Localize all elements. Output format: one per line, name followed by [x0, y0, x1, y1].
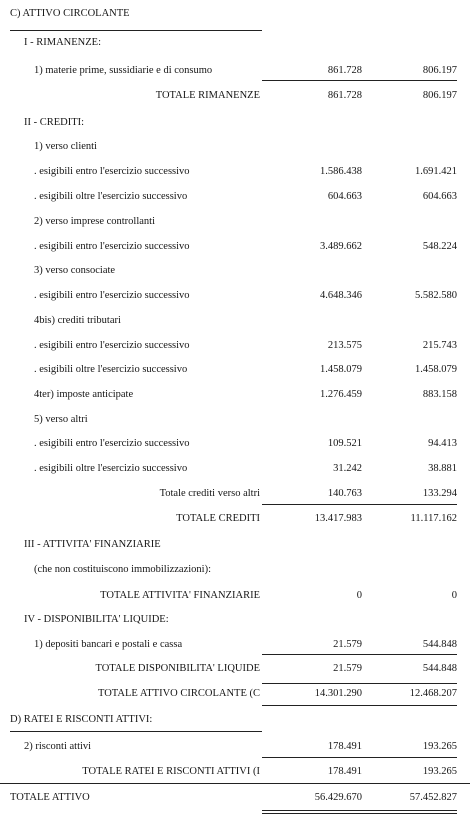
value-current-year: 178.491: [327, 766, 362, 777]
row-label: . esigibili entro l'esercizio successivo: [34, 166, 190, 177]
row-label: IV - DISPONIBILITA' LIQUIDE:: [24, 614, 169, 625]
value-prior-year: 12.468.207: [409, 688, 457, 699]
value-prior-year: 883.158: [422, 389, 457, 400]
subsection-header: [0, 37, 470, 53]
value-current-year: 3.489.662: [320, 241, 362, 252]
row-label: C) ATTIVO CIRCOLANTE: [10, 8, 130, 19]
value-current-year: 140.763: [327, 488, 362, 499]
line-item: [0, 438, 470, 454]
line-item: [0, 340, 470, 356]
row-label: 1) verso clienti: [34, 141, 97, 152]
value-prior-year: 193.265: [422, 741, 457, 752]
line-item: [0, 290, 470, 306]
row-label: . esigibili oltre l'esercizio successivo: [34, 364, 188, 375]
sum-rule: [357, 504, 457, 505]
row-label: III - ATTIVITA' FINANZIARIE: [24, 539, 161, 550]
row-label: . esigibili oltre l'esercizio successivo: [34, 191, 188, 202]
row-label: 5) verso altri: [34, 414, 88, 425]
value-prior-year: 806.197: [422, 90, 457, 101]
separator-rule: [0, 783, 470, 784]
value-prior-year: 604.663: [422, 191, 457, 202]
sum-rule: [357, 654, 457, 655]
sum-rule: [262, 683, 362, 684]
value-current-year: 861.728: [327, 90, 362, 101]
group-header: [0, 315, 470, 331]
row-label: I - RIMANENZE:: [24, 37, 101, 48]
row-label: TOTALE ATTIVITA' FINANZIARIE: [100, 590, 260, 601]
value-current-year: 1.458.079: [320, 364, 362, 375]
double-rule-lower: [262, 813, 362, 814]
value-prior-year: 11.117.162: [410, 513, 457, 524]
sum-rule: [262, 757, 362, 758]
group-header: [0, 265, 470, 281]
row-label: 2) risconti attivi: [24, 741, 92, 752]
sum-rule: [262, 504, 362, 505]
group-header: [0, 216, 470, 232]
line-item: [0, 364, 470, 380]
value-current-year: 21.579: [333, 639, 362, 650]
row-label: 4bis) crediti tributari: [34, 315, 121, 326]
row-label: TOTALE CREDITI: [176, 513, 260, 524]
subsection-header: [0, 614, 470, 630]
group-header: [0, 414, 470, 430]
value-prior-year: 548.224: [422, 241, 457, 252]
value-prior-year: 806.197: [422, 65, 457, 76]
row-label: . esigibili oltre l'esercizio successivo: [34, 463, 188, 474]
row-label: D) RATEI E RISCONTI ATTIVI:: [10, 714, 153, 725]
row-label: Totale crediti verso altri: [159, 488, 260, 499]
value-current-year: 56.429.670: [314, 792, 362, 803]
row-label: . esigibili entro l'esercizio successivo: [34, 340, 190, 351]
line-item: [0, 389, 470, 405]
group-header: [0, 141, 470, 157]
line-item: [0, 241, 470, 257]
value-prior-year: 38.881: [428, 463, 457, 474]
subsection-header: [0, 117, 470, 133]
row-label: TOTALE ATTIVO: [10, 792, 90, 803]
value-prior-year: 57.452.827: [409, 792, 457, 803]
value-prior-year: 5.582.580: [415, 290, 457, 301]
row-label: 4ter) imposte anticipate: [34, 389, 134, 400]
row-label: II - CREDITI:: [24, 117, 85, 128]
line-item: [0, 65, 470, 81]
value-current-year: 21.579: [333, 663, 362, 674]
section-header: [0, 8, 470, 24]
double-rule-lower: [357, 813, 457, 814]
row-label: (che non costituiscono immobilizzazioni):: [34, 564, 211, 575]
sum-rule: [357, 80, 457, 81]
value-current-year: 0: [356, 590, 362, 601]
line-item: [0, 166, 470, 182]
row-label: 1) depositi bancari e postali e cassa: [34, 639, 183, 650]
row-label: TOTALE DISPONIBILITA' LIQUIDE: [95, 663, 260, 674]
row-label: TOTALE RIMANENZE: [155, 90, 260, 101]
row-label: . esigibili entro l'esercizio successivo: [34, 241, 190, 252]
value-prior-year: 544.848: [422, 639, 457, 650]
value-current-year: 13.417.983: [314, 513, 362, 524]
total-row: [0, 688, 470, 704]
value-current-year: 14.301.290: [314, 688, 362, 699]
sum-rule: [262, 705, 362, 706]
total-row: [0, 513, 470, 529]
value-current-year: 31.242: [333, 463, 362, 474]
sum-rule: [357, 757, 457, 758]
sum-rule: [262, 80, 362, 81]
value-current-year: 861.728: [327, 65, 362, 76]
group-header: [0, 564, 470, 580]
value-prior-year: 0: [451, 590, 457, 601]
section-rule: [10, 731, 262, 732]
value-prior-year: 133.294: [422, 488, 457, 499]
value-current-year: 109.521: [327, 438, 362, 449]
row-label: 2) verso imprese controllanti: [34, 216, 156, 227]
line-item: [0, 191, 470, 207]
row-label: . esigibili entro l'esercizio successivo: [34, 438, 190, 449]
value-prior-year: 193.265: [422, 766, 457, 777]
value-prior-year: 94.413: [428, 438, 457, 449]
row-label: . esigibili entro l'esercizio successivo: [34, 290, 190, 301]
line-item: [0, 741, 470, 757]
value-current-year: 4.648.346: [320, 290, 362, 301]
line-item: [0, 639, 470, 655]
value-prior-year: 544.848: [422, 663, 457, 674]
double-rule-upper: [357, 810, 457, 811]
sum-rule: [357, 705, 457, 706]
double-rule-upper: [262, 810, 362, 811]
row-label: TOTALE ATTIVO CIRCOLANTE (C: [98, 688, 260, 699]
total-row: [0, 590, 470, 606]
value-prior-year: 1.458.079: [415, 364, 457, 375]
row-label: 3) verso consociate: [34, 265, 116, 276]
subsection-header: [0, 539, 470, 555]
section-rule: [10, 30, 262, 31]
line-item: [0, 463, 470, 479]
value-prior-year: 1.691.421: [415, 166, 457, 177]
subtotal-row: [0, 488, 470, 504]
grand-total-row: [0, 792, 470, 808]
row-label: TOTALE RATEI E RISCONTI ATTIVI (I: [82, 766, 260, 777]
value-current-year: 213.575: [327, 340, 362, 351]
value-current-year: 604.663: [327, 191, 362, 202]
value-current-year: 178.491: [327, 741, 362, 752]
value-current-year: 1.586.438: [320, 166, 362, 177]
value-prior-year: 215.743: [422, 340, 457, 351]
value-current-year: 1.276.459: [320, 389, 362, 400]
section-header: [0, 714, 470, 730]
row-label: 1) materie prime, sussidiarie e di consumo: [34, 65, 213, 76]
total-row: [0, 663, 470, 679]
total-row: [0, 766, 470, 782]
sum-rule: [262, 654, 362, 655]
sum-rule: [357, 683, 457, 684]
total-row: [0, 90, 470, 106]
